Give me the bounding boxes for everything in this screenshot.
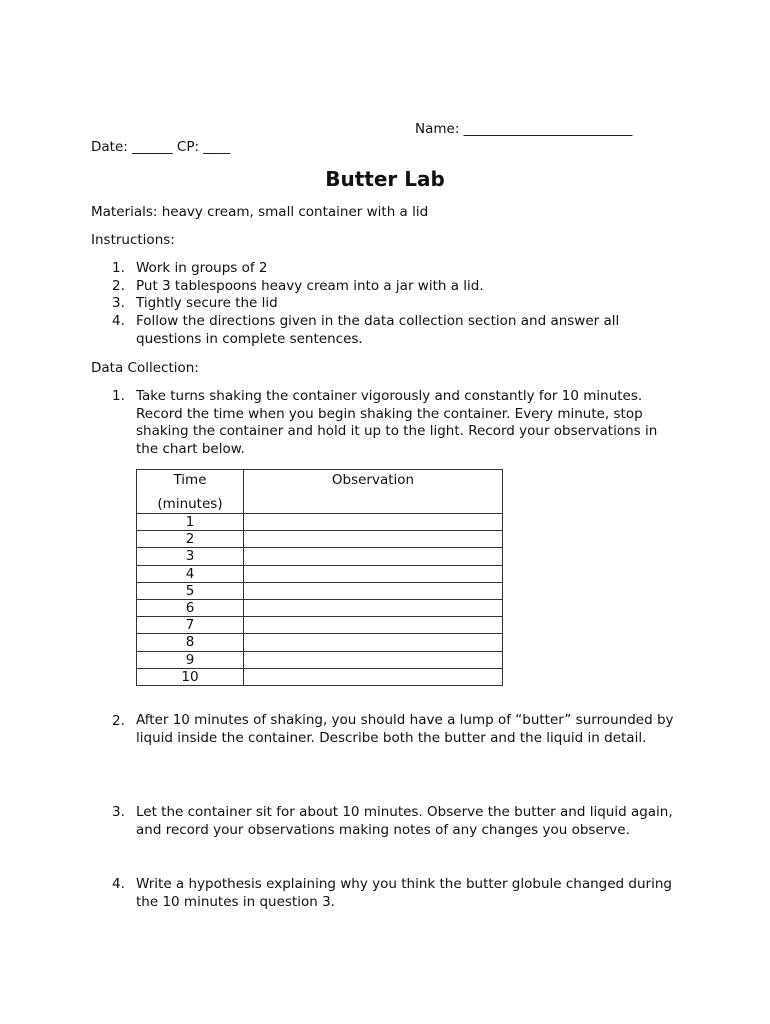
item-number: 2. bbox=[112, 277, 125, 294]
item-number: 1. bbox=[112, 260, 125, 276]
item-number: 3. bbox=[112, 295, 125, 312]
minute-cell: 8 bbox=[137, 634, 244, 651]
table-row bbox=[137, 514, 503, 531]
list-item bbox=[112, 278, 682, 296]
item-number: 1. bbox=[112, 388, 125, 404]
observation-cell[interactable] bbox=[244, 599, 503, 616]
item-number: 2. bbox=[112, 713, 125, 729]
observation-cell[interactable] bbox=[244, 565, 503, 582]
item-number: 4. bbox=[112, 313, 125, 330]
page-title: Butter Lab bbox=[325, 167, 445, 191]
list-item bbox=[112, 295, 682, 313]
table-row bbox=[137, 668, 503, 685]
data-collection-heading: Data Collection: bbox=[91, 360, 199, 376]
item-text: Work in groups of 2 bbox=[136, 260, 268, 276]
minute-cell: 2 bbox=[137, 531, 244, 548]
minute-cell: 10 bbox=[137, 668, 244, 685]
item-text: Tightly secure the lid bbox=[136, 295, 278, 312]
item-number: 3. bbox=[112, 804, 125, 820]
observation-cell[interactable] bbox=[244, 548, 503, 565]
table-header-row bbox=[137, 470, 503, 514]
materials-line: Materials: heavy cream, small container with a lid bbox=[91, 204, 429, 220]
item-text: After 10 minutes of shaking, you should have a lump of “butter” surrounded by liquid inside the container. Describe both the butter and the liquid in detail. bbox=[136, 712, 674, 746]
item-text: Take turns shaking the container vigorously and constantly for 10 minutes. Record the time when you begin shaking the container. Every minute, stop shaking the container and hold it up to the light. Record your observations in the chart below. bbox=[136, 388, 658, 458]
observation-cell[interactable] bbox=[244, 582, 503, 599]
table-row bbox=[137, 651, 503, 668]
observation-table bbox=[136, 469, 503, 686]
minute-cell: 4 bbox=[137, 565, 244, 582]
observation-cell[interactable] bbox=[244, 514, 503, 531]
table-row bbox=[137, 582, 503, 599]
table-row bbox=[137, 531, 503, 548]
minute-cell: 9 bbox=[137, 651, 244, 668]
table-row bbox=[137, 599, 503, 616]
observation-cell[interactable] bbox=[244, 668, 503, 685]
data-collection-item-2 bbox=[112, 712, 682, 747]
minute-cell: 6 bbox=[137, 599, 244, 616]
time-unit-header: (minutes) bbox=[157, 496, 223, 512]
observation-cell[interactable] bbox=[244, 651, 503, 668]
observation-header: Observation bbox=[244, 470, 503, 514]
minute-cell: 1 bbox=[137, 514, 244, 531]
observation-cell[interactable] bbox=[244, 617, 503, 634]
instructions-list bbox=[112, 260, 682, 349]
observation-cell[interactable] bbox=[244, 634, 503, 651]
time-header: Time bbox=[173, 472, 207, 488]
item-text: Put 3 tablespoons heavy cream into a jar with a lid. bbox=[136, 277, 484, 294]
data-collection-item-1 bbox=[112, 388, 682, 459]
minute-cell: 7 bbox=[137, 617, 244, 634]
item-text: Let the container sit for about 10 minutes. Observe the butter and liquid again, and record your observations making notes of any changes you observe. bbox=[136, 804, 673, 838]
data-collection-item-4 bbox=[112, 876, 682, 911]
minute-cell: 5 bbox=[137, 582, 244, 599]
observation-cell[interactable] bbox=[244, 531, 503, 548]
table-row bbox=[137, 565, 503, 582]
list-item bbox=[112, 260, 682, 278]
table-row bbox=[137, 634, 503, 651]
table-row bbox=[137, 548, 503, 565]
table-row bbox=[137, 617, 503, 634]
item-text: Write a hypothesis explaining why you think the butter globule changed during the 10 minutes in question 3. bbox=[136, 876, 672, 910]
data-collection-item-3 bbox=[112, 804, 682, 839]
time-header-cell bbox=[137, 470, 244, 514]
instructions-heading: Instructions: bbox=[91, 232, 175, 248]
list-item bbox=[112, 313, 682, 348]
item-text: Follow the directions given in the data collection section and answer all questions in complete sentences. bbox=[136, 313, 620, 347]
item-number: 4. bbox=[112, 876, 125, 892]
minute-cell: 3 bbox=[137, 548, 244, 565]
date-cp-line: Date: ______ CP: ____ bbox=[91, 139, 231, 155]
name-field-line: Name: _________________________ bbox=[415, 121, 633, 137]
